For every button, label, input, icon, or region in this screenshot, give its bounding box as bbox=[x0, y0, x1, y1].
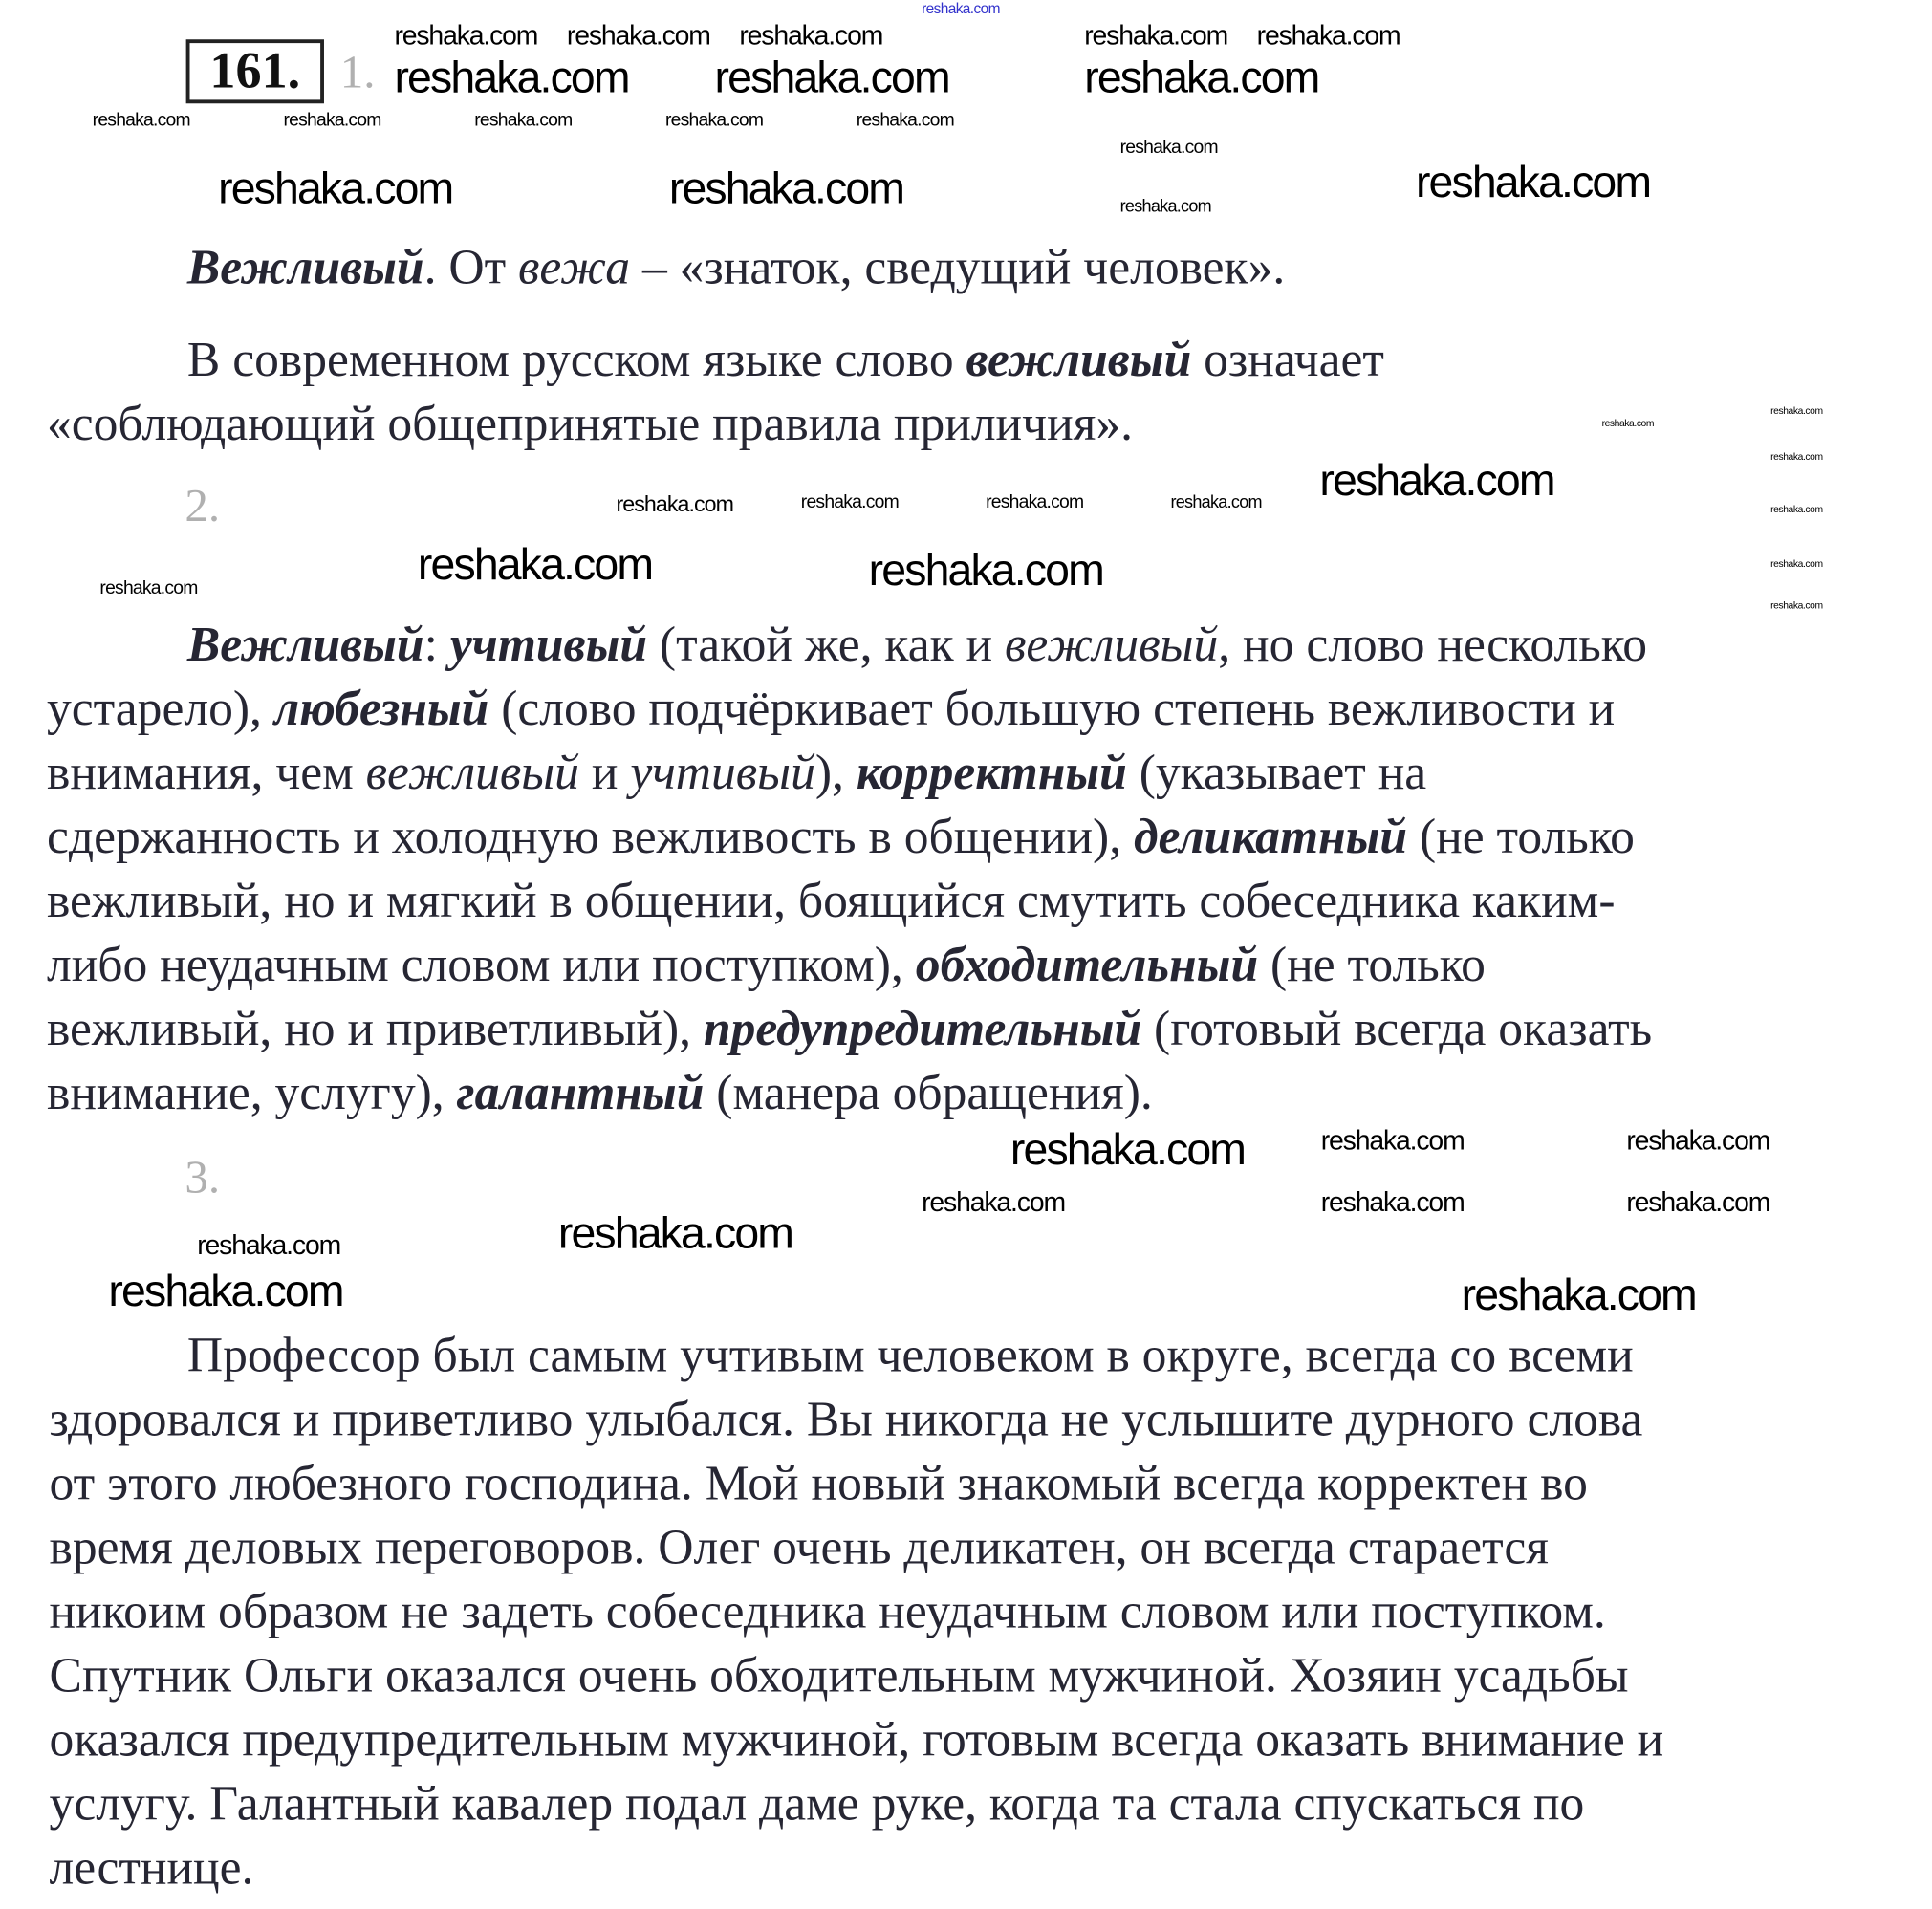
text-segment: – «знаток, сведущий человек». bbox=[630, 239, 1286, 295]
text-segment: внимание, услугу), bbox=[46, 1064, 457, 1120]
watermark: reshaka.com bbox=[283, 109, 381, 131]
text-line bbox=[49, 1391, 1643, 1447]
text-line bbox=[49, 1775, 1585, 1832]
keyword: корректный bbox=[856, 744, 1127, 800]
watermark: reshaka.com bbox=[1461, 1269, 1696, 1320]
text-segment: от этого любезного господина. Мой новый знакомый всегда корректен во bbox=[49, 1455, 1588, 1511]
text-line bbox=[46, 808, 1635, 864]
text-segment: (готовый всегда оказать bbox=[1141, 1000, 1653, 1056]
text-segment: и bbox=[578, 744, 631, 800]
watermark: reshaka.com bbox=[1770, 504, 1823, 515]
keyword: Вежливый bbox=[186, 616, 424, 672]
watermark: reshaka.com bbox=[218, 163, 453, 213]
watermark: reshaka.com bbox=[394, 19, 538, 51]
text-line bbox=[46, 1064, 1153, 1120]
watermark: reshaka.com bbox=[1626, 1124, 1770, 1156]
watermark: reshaka.com bbox=[856, 109, 954, 131]
text-segment: время деловых переговоров. Олег очень деликатен, он всегда старается bbox=[49, 1519, 1549, 1575]
text-segment: означает bbox=[1191, 331, 1384, 387]
text-segment: (не только bbox=[1407, 808, 1635, 864]
watermark: reshaka.com bbox=[1415, 156, 1651, 207]
text-segment: В современном русском языке слово bbox=[186, 331, 966, 387]
text-segment: вежливый, но и приветливый), bbox=[46, 1000, 704, 1056]
watermark: reshaka.com bbox=[1084, 19, 1228, 51]
keyword: Вежливый bbox=[186, 239, 424, 295]
text-segment: услугу. Галантный кавалер подал даме руке, когда та стала спускаться по bbox=[49, 1775, 1585, 1832]
part-2-number: 2. bbox=[185, 480, 221, 532]
watermark: reshaka.com bbox=[739, 19, 883, 51]
text-line bbox=[46, 395, 1134, 451]
text-line bbox=[186, 331, 1384, 387]
watermark: reshaka.com bbox=[1626, 1186, 1770, 1218]
watermark: reshaka.com bbox=[1256, 19, 1400, 51]
watermark: reshaka.com bbox=[1320, 1186, 1465, 1218]
keyword: галантный bbox=[456, 1064, 705, 1120]
watermark: reshaka.com bbox=[668, 163, 904, 213]
text-segment: (указывает на bbox=[1126, 744, 1427, 800]
watermark: reshaka.com bbox=[566, 19, 710, 51]
keyword: обходительный bbox=[915, 936, 1259, 992]
keyword: деликатный bbox=[1134, 808, 1408, 864]
watermark: reshaka.com bbox=[1770, 599, 1823, 612]
text-segment: (слово подчёркивает большую степень вежливости и bbox=[488, 680, 1616, 736]
keyword: учтивый bbox=[449, 616, 648, 672]
text-line bbox=[49, 1711, 1664, 1768]
watermark: reshaka.com bbox=[1084, 52, 1319, 102]
watermark: reshaka.com bbox=[1009, 1123, 1246, 1175]
watermark: reshaka.com bbox=[800, 491, 899, 513]
text-line bbox=[49, 1519, 1549, 1575]
text-segment: сдержанность и холодную вежливость в общении), bbox=[46, 808, 1135, 864]
text-segment: либо неудачным словом или поступком), bbox=[46, 936, 916, 992]
italic-word: учтивый bbox=[630, 744, 815, 800]
watermark: reshaka.com bbox=[1119, 137, 1218, 158]
watermark: reshaka.com bbox=[1601, 417, 1655, 429]
text-segment: здоровался и приветливо улыбался. Вы никогда не услышите дурного слова bbox=[49, 1391, 1643, 1447]
text-segment: никоим образом не задеть собеседника неудачным словом или поступком. bbox=[49, 1583, 1606, 1639]
text-line bbox=[46, 680, 1616, 736]
italic-word: вежливый bbox=[1004, 616, 1219, 672]
text-segment: внимания, чем bbox=[46, 744, 366, 800]
text-line bbox=[186, 239, 1286, 295]
watermark: reshaka.com bbox=[557, 1207, 793, 1258]
watermark: reshaka.com bbox=[665, 109, 764, 131]
text-segment: оказался предупредительным мужчиной, готовым всегда оказать внимание и bbox=[49, 1711, 1664, 1768]
text-segment: (манера обращения). bbox=[704, 1064, 1153, 1120]
text-line bbox=[186, 1327, 1634, 1383]
task-number-box: 161. bbox=[186, 39, 324, 103]
text-segment: (не только bbox=[1258, 936, 1486, 992]
text-segment: , но слово несколько bbox=[1218, 616, 1647, 672]
watermark: reshaka.com bbox=[197, 1229, 341, 1261]
text-line bbox=[49, 1839, 254, 1896]
text-segment: ), bbox=[814, 744, 857, 800]
text-line bbox=[49, 1583, 1606, 1639]
watermark: reshaka.com bbox=[1170, 491, 1262, 511]
watermark: reshaka.com bbox=[417, 538, 653, 590]
italic-word: вежливый bbox=[365, 744, 579, 800]
text-segment: . От bbox=[423, 239, 519, 295]
text-line bbox=[46, 872, 1616, 928]
part-3-number: 3. bbox=[185, 1152, 221, 1204]
text-segment: : bbox=[423, 616, 450, 672]
text-segment: устарело), bbox=[46, 680, 274, 736]
watermark: reshaka.com bbox=[922, 1186, 1065, 1218]
text-line bbox=[49, 1647, 1629, 1703]
watermark: reshaka.com bbox=[92, 109, 190, 131]
watermark: reshaka.com bbox=[922, 0, 1000, 18]
italic-word: вежа bbox=[518, 239, 631, 295]
text-line bbox=[46, 1000, 1653, 1056]
watermark: reshaka.com bbox=[1770, 557, 1823, 570]
watermark: reshaka.com bbox=[868, 544, 1103, 596]
text-segment: Спутник Ольги оказался очень обходительным мужчиной. Хозяин усадьбы bbox=[49, 1647, 1629, 1703]
watermark: reshaka.com bbox=[986, 491, 1084, 513]
watermark: reshaka.com bbox=[1319, 454, 1554, 506]
watermark: reshaka.com bbox=[394, 52, 629, 102]
watermark: reshaka.com bbox=[1119, 195, 1211, 216]
watermark: reshaka.com bbox=[1770, 405, 1823, 417]
watermark: reshaka.com bbox=[99, 577, 198, 599]
part-1-number: 1. bbox=[339, 46, 376, 99]
text-segment: вежливый, но и мягкий в общении, боящийся смутить собеседника каким- bbox=[46, 872, 1616, 928]
watermark: reshaka.com bbox=[1320, 1124, 1465, 1156]
text-line bbox=[49, 1455, 1588, 1511]
watermark: reshaka.com bbox=[616, 491, 734, 517]
text-line bbox=[46, 936, 1486, 992]
text-segment: лестнице. bbox=[49, 1839, 254, 1896]
keyword: предупредительный bbox=[703, 1000, 1142, 1056]
text-line bbox=[46, 744, 1427, 800]
text-segment: «соблюдающий общепринятые правила приличия». bbox=[46, 395, 1134, 451]
text-line bbox=[186, 616, 1647, 672]
watermark: reshaka.com bbox=[714, 52, 949, 102]
text-segment: (такой же, как и bbox=[647, 616, 1005, 672]
keyword: вежливый bbox=[966, 331, 1192, 387]
watermark: reshaka.com bbox=[108, 1265, 343, 1316]
watermark: reshaka.com bbox=[474, 109, 573, 131]
watermark: reshaka.com bbox=[1770, 450, 1823, 463]
text-segment: Профессор был самым учтивым человеком в округе, всегда со всеми bbox=[186, 1327, 1634, 1383]
keyword: любезный bbox=[273, 680, 489, 736]
